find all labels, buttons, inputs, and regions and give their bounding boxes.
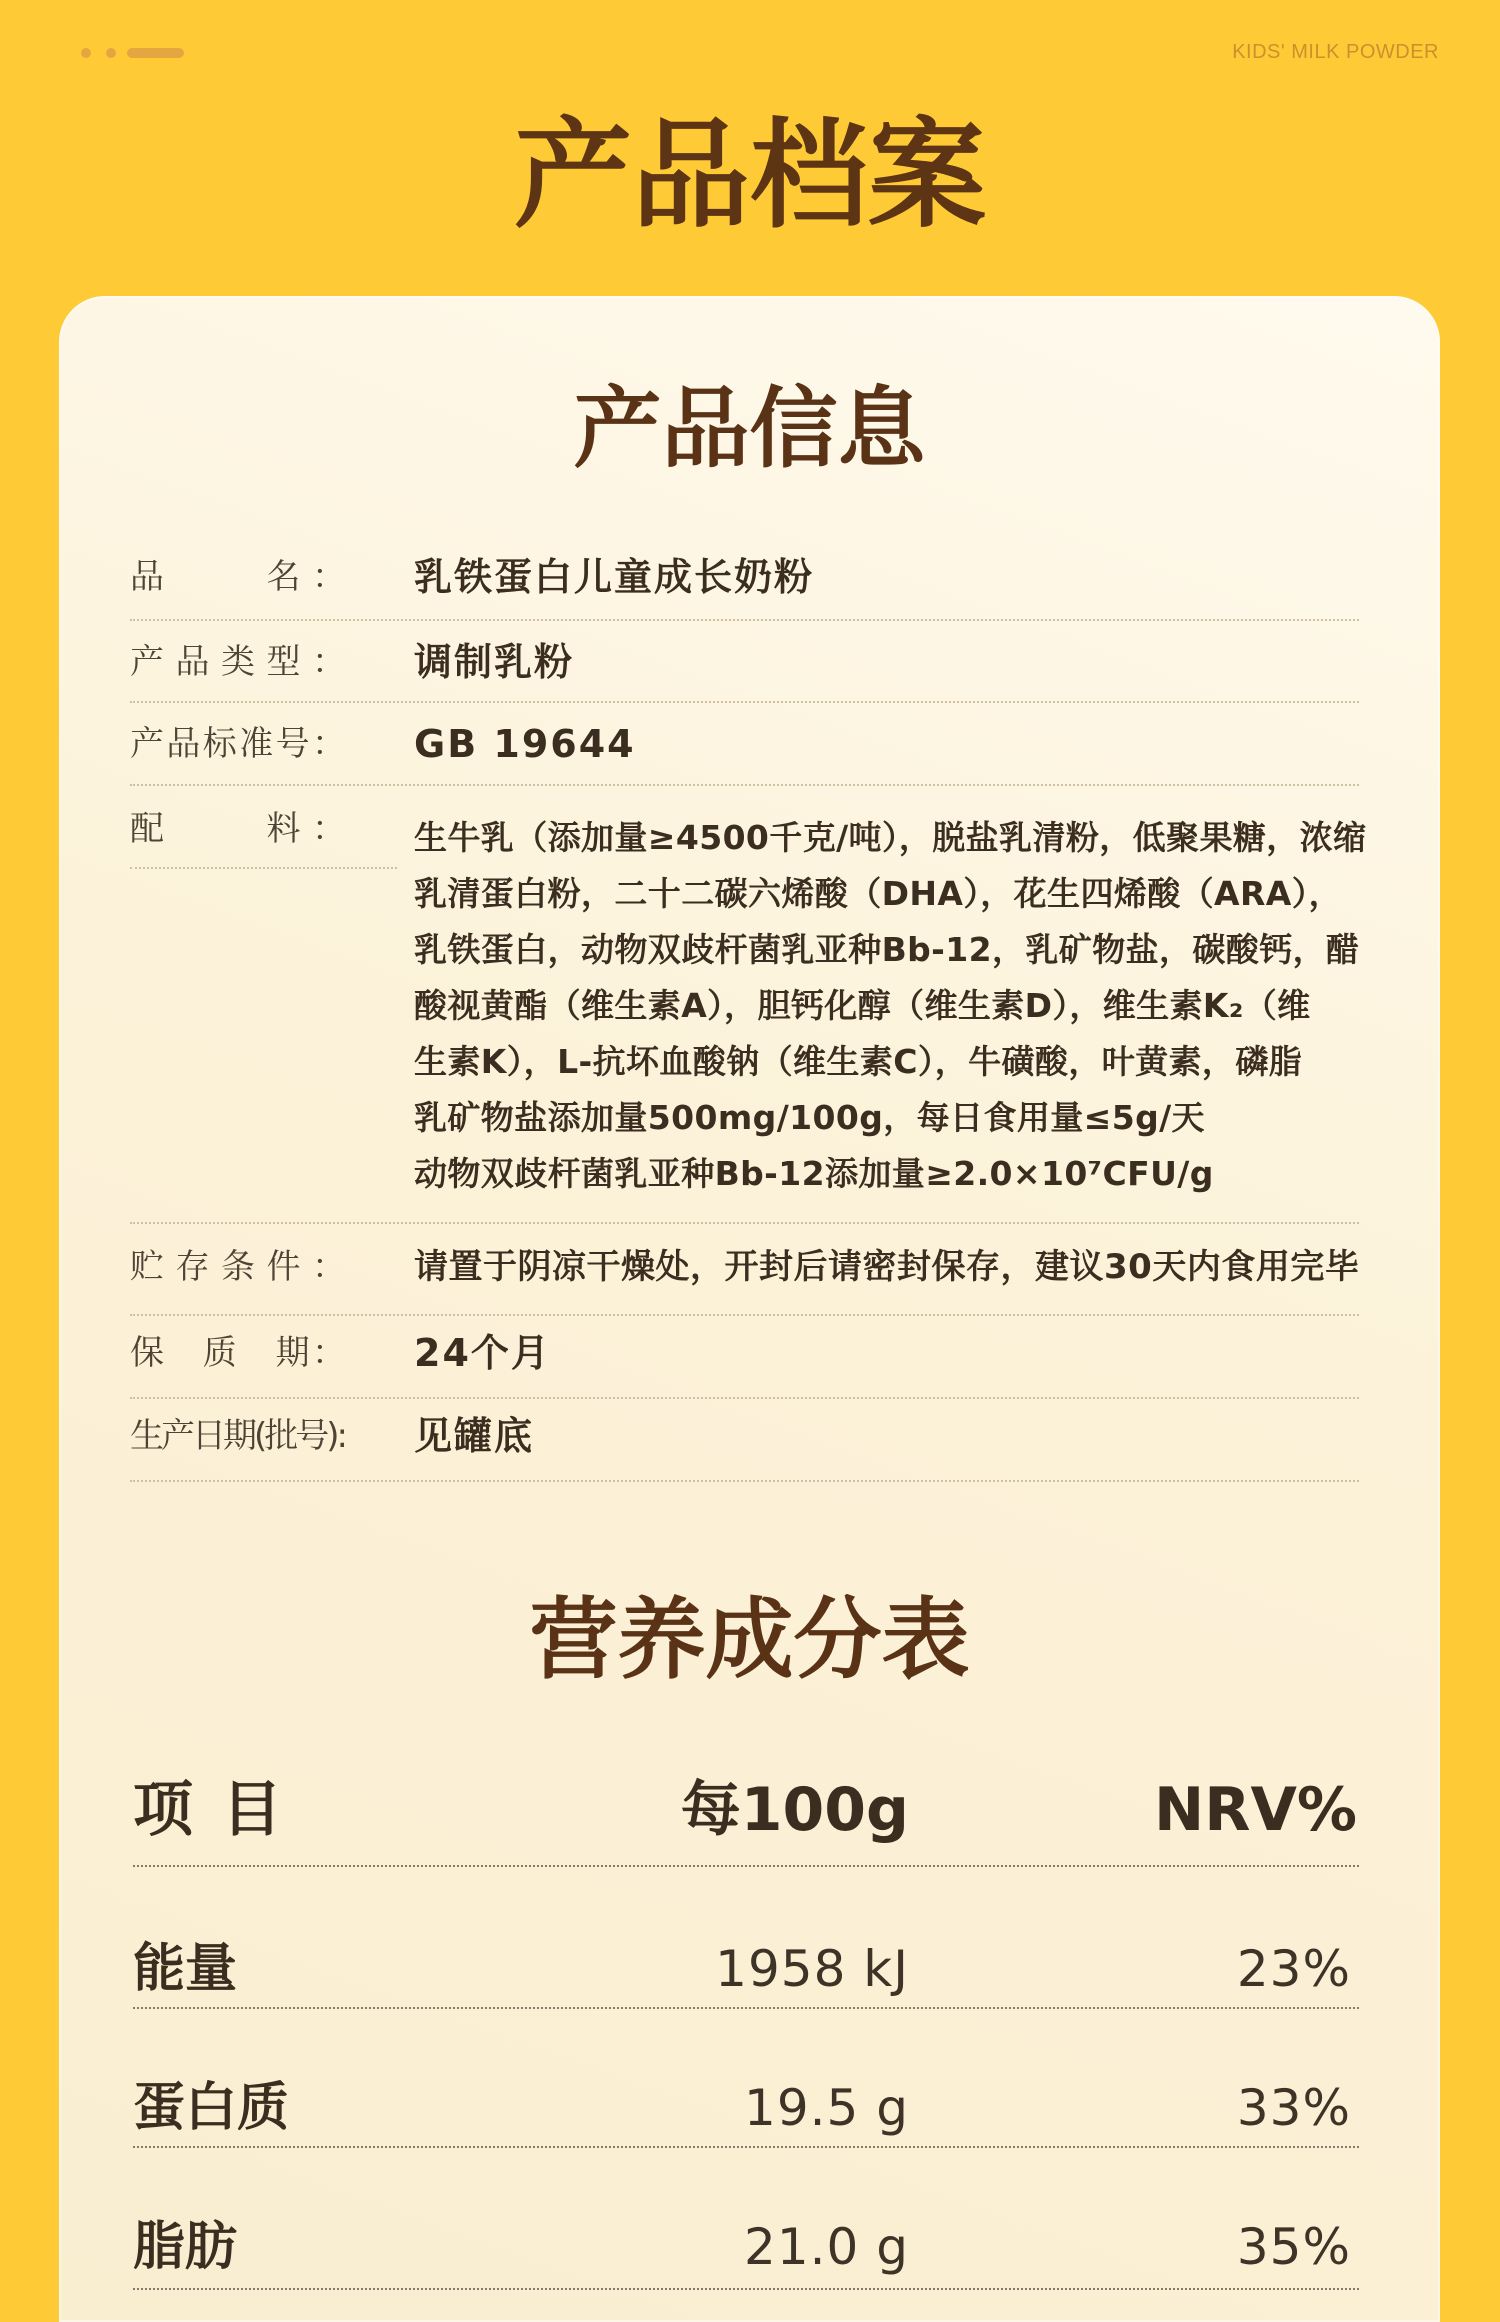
- nutrition-table-header: [133, 1775, 1359, 1845]
- label-production-date: 生产日期(批号):: [130, 1416, 345, 1456]
- nutrient-name: 蛋白质: [133, 2078, 290, 2138]
- divider: [130, 1480, 1359, 1482]
- ingredients-line: 乳清蛋白粉，二十二碳六烯酸（DHA），花生四烯酸（ARA），: [414, 874, 1343, 913]
- label-ingredients: 配 料：: [130, 809, 346, 849]
- divider: [130, 784, 1359, 786]
- column-header-nrv: NRV%: [1154, 1775, 1357, 1845]
- ingredients-line: 乳铁蛋白，动物双歧杆菌乳亚种Bb-12，乳矿物盐，碳酸钙，醋: [414, 930, 1360, 969]
- ingredients-line: 生牛乳（添加量≥4500千克/吨），脱盐乳清粉，低聚果糖，浓缩: [414, 818, 1367, 857]
- ingredients-line: 生素K），L-抗坏血酸钠（维生素C），牛磺酸，叶黄素，磷脂: [414, 1042, 1303, 1081]
- info-row-product-name: [130, 555, 1370, 599]
- nutrient-name: 能量: [133, 1939, 238, 1999]
- label-product-type: 产品类型：: [130, 642, 346, 682]
- value-storage: 请置于阴凉干燥处，开封后请密封保存，建议30天内食用完毕: [414, 1247, 1360, 1287]
- table-divider: [133, 1865, 1359, 1867]
- decor-dot: [81, 48, 91, 58]
- ingredients-line: 乳矿物盐添加量500mg/100g，每日食用量≤5g/天: [414, 1098, 1205, 1137]
- ingredients-line: 动物双歧杆菌乳亚种Bb-12添加量≥2.0×10⁷CFU/g: [414, 1154, 1214, 1193]
- ingredients-text: [414, 810, 1374, 1202]
- value-shelf-life: 24个月: [414, 1331, 551, 1375]
- product-info-heading: 产品信息: [573, 377, 926, 480]
- label-shelf-life: 保 质 期：: [130, 1333, 346, 1373]
- divider: [130, 1397, 1359, 1399]
- nutrient-nrv: 33%: [1236, 2079, 1351, 2137]
- table-divider: [133, 2146, 1359, 2148]
- nutrient-nrv: 35%: [1236, 2218, 1351, 2276]
- table-row: [133, 2215, 1359, 2279]
- label-divider: [130, 867, 397, 869]
- info-row-standard-number: [130, 722, 1370, 766]
- divider: [130, 1314, 1359, 1316]
- table-row: [133, 1937, 1359, 2001]
- value-product-name: 乳铁蛋白儿童成长奶粉: [414, 555, 815, 599]
- table-row: [133, 2076, 1359, 2140]
- nutrient-per-100g: 21.0 g: [744, 2218, 909, 2276]
- value-standard-number: GB 19644: [414, 722, 636, 766]
- info-row-production-date: [130, 1414, 1370, 1458]
- decor-dot: [106, 48, 116, 58]
- value-product-type: 调制乳粉: [414, 640, 575, 684]
- nutrition-heading: 营养成分表: [529, 1588, 970, 1691]
- label-storage: 贮存条件：: [130, 1247, 346, 1287]
- nutrient-nrv: 23%: [1236, 1940, 1351, 1998]
- column-header-item: 项 目: [133, 1775, 286, 1845]
- table-divider: [133, 2007, 1359, 2009]
- divider: [130, 701, 1359, 703]
- info-row-product-type: [130, 640, 1370, 684]
- column-header-per-100g: 每100g: [680, 1775, 909, 1845]
- value-production-date: 见罐底: [414, 1414, 535, 1458]
- nutrient-per-100g: 19.5 g: [744, 2079, 909, 2137]
- decor-bar: [127, 48, 184, 58]
- brand-tag: KIDS' MILK POWDER: [1232, 41, 1439, 63]
- info-row-shelf-life: [130, 1331, 1370, 1375]
- label-product-name: 品 名：: [130, 557, 346, 597]
- label-standard-number: 产品标准号：: [130, 724, 346, 764]
- divider: [130, 1222, 1359, 1224]
- page-title: 产品档案: [513, 106, 986, 244]
- ingredients-line: 酸视黄酯（维生素A），胆钙化醇（维生素D），维生素K₂（维: [414, 986, 1311, 1025]
- table-divider: [133, 2288, 1359, 2290]
- divider: [130, 619, 1359, 621]
- nutrient-name: 脂肪: [133, 2217, 238, 2277]
- product-card: [59, 296, 1440, 2322]
- info-row-storage: [130, 1245, 1370, 1289]
- nutrient-per-100g: 1958 kJ: [715, 1940, 909, 1998]
